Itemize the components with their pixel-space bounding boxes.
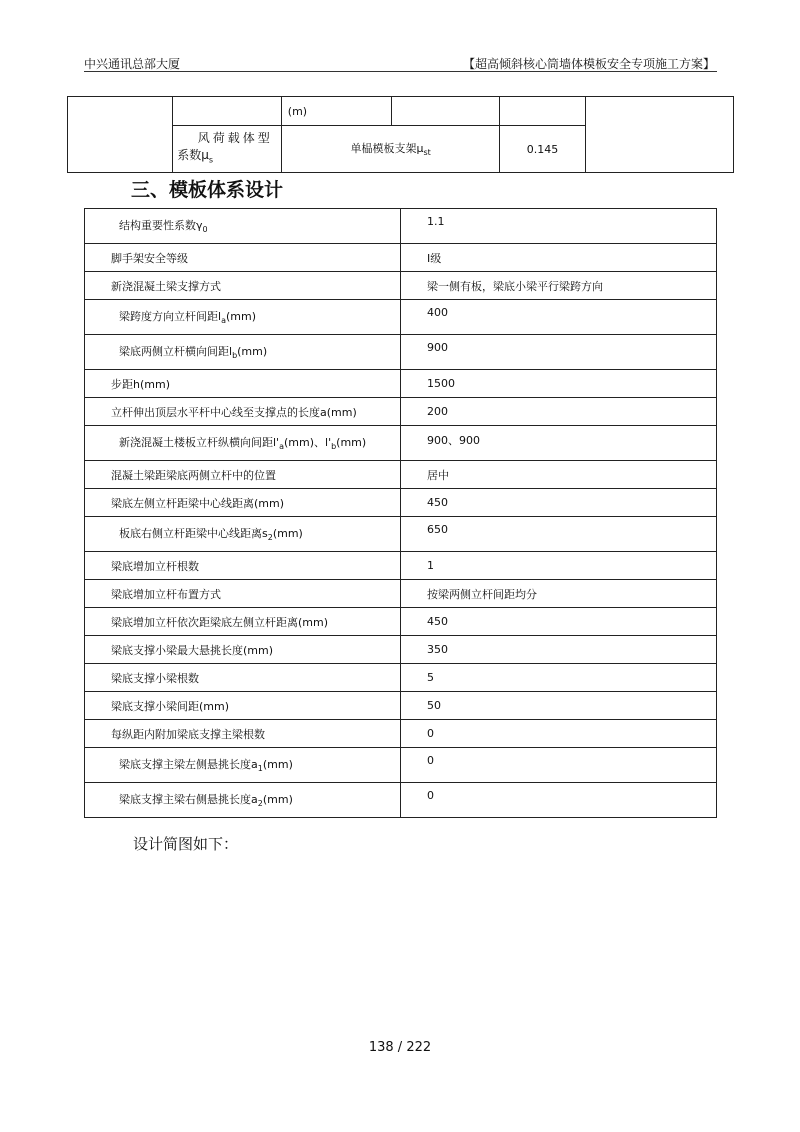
unit-text: (m)	[287, 104, 308, 118]
parameter-value: 450	[401, 608, 717, 636]
page-number: 138 / 222	[368, 1040, 432, 1055]
parameter-value: 1	[401, 552, 717, 580]
parameter-value: 450	[401, 489, 717, 517]
parameter-label: 梁底增加立杆布置方式	[85, 580, 401, 608]
parameter-value: 5	[401, 664, 717, 692]
table-cell	[585, 97, 733, 173]
table-cell	[68, 97, 173, 173]
parameter-value: 200	[401, 398, 717, 426]
parameter-label: 新浇混凝土楼板立杆纵横向间距$l'_a(mm)$、$l'_b(mm)$	[85, 426, 401, 461]
parameter-value: 0	[401, 748, 717, 783]
table-row	[85, 426, 717, 461]
wind-load-value: 0.145	[500, 126, 585, 173]
table-row	[85, 398, 717, 426]
table-row	[85, 370, 717, 398]
parameter-label: 板底右侧立杆距梁中心线距离$s_2(mm)$	[85, 517, 401, 552]
diagram-caption: 设计简图如下：	[133, 835, 239, 853]
header-rule	[84, 71, 717, 72]
parameter-label: 梁跨度方向立杆间距$l_a(mm)$	[85, 300, 401, 335]
parameter-label: 步距h(mm)	[85, 370, 401, 398]
parameter-label: 混凝土梁距梁底两侧立杆中的位置	[85, 461, 401, 489]
parameter-value: 350	[401, 636, 717, 664]
parameter-value: 梁一侧有板，梁底小梁平行梁跨方向	[401, 272, 717, 300]
parameter-value: 650	[401, 517, 717, 552]
table-row	[85, 608, 717, 636]
wind-load-label: 风荷载体型 系数$\mu_s$	[173, 126, 282, 173]
table-row	[85, 461, 717, 489]
parameter-label: 梁底支撑主梁左侧悬挑长度$a_1(mm)$	[85, 748, 401, 783]
header-project-name: 中兴通讯总部大厦	[84, 57, 181, 71]
parameter-value: 居中	[401, 461, 717, 489]
table-row	[85, 209, 717, 244]
header-document-title: 【超高倾斜核心筒墙体模板安全专项施工方案】	[462, 57, 715, 71]
parameter-value: 400	[401, 300, 717, 335]
parameter-value: 900	[401, 335, 717, 370]
parameter-label: 脚手架安全等级	[85, 244, 401, 272]
table-row	[85, 664, 717, 692]
parameter-value: 900、900	[401, 426, 717, 461]
table-row	[85, 489, 717, 517]
parameter-label: 结构重要性系数$\gamma_0$	[85, 209, 401, 244]
table-row	[85, 244, 717, 272]
parameter-label: 梁底支撑小梁根数	[85, 664, 401, 692]
table-cell	[173, 97, 282, 126]
parameter-value: 0	[401, 720, 717, 748]
table-cell	[392, 97, 500, 126]
table-row	[85, 272, 717, 300]
parameter-label: 立杆伸出顶层水平杆中心线至支撑点的长度a(mm)	[85, 398, 401, 426]
unit-cell	[281, 97, 392, 126]
table-row	[85, 748, 717, 783]
table-row	[85, 300, 717, 335]
parameter-label: 梁底增加立杆根数	[85, 552, 401, 580]
parameter-value: Ⅰ级	[401, 244, 717, 272]
parameter-label: 每纵距内附加梁底支撑主梁根数	[85, 720, 401, 748]
table-row	[85, 580, 717, 608]
table-row	[85, 636, 717, 664]
parameter-value: 50	[401, 692, 717, 720]
table-row	[85, 692, 717, 720]
table-row	[85, 517, 717, 552]
parameter-value: 1500	[401, 370, 717, 398]
parameter-label: 梁底支撑小梁间距(mm)	[85, 692, 401, 720]
table-row	[85, 783, 717, 818]
table-row	[85, 720, 717, 748]
parameter-value: 按梁两侧立杆间距均分	[401, 580, 717, 608]
parameter-label: 梁底支撑小梁最大悬挑长度(mm)	[85, 636, 401, 664]
wind-load-item: 单榀模板支架$\mu_{st}$	[281, 126, 500, 173]
parameter-label: 梁底两侧立杆横向间距$l_b(mm)$	[85, 335, 401, 370]
parameter-label: 梁底增加立杆依次距梁底左侧立杆距离(mm)	[85, 608, 401, 636]
table-row	[68, 97, 734, 126]
formwork-parameter-table	[84, 208, 717, 818]
parameter-label: 梁底左侧立杆距梁中心线距离(mm)	[85, 489, 401, 517]
parameter-value: 0	[401, 783, 717, 818]
parameter-value: 1.1	[401, 209, 717, 244]
section-title: 三、模板体系设计	[131, 179, 284, 201]
table-cell	[500, 97, 585, 126]
table-row	[85, 335, 717, 370]
parameter-label: 新浇混凝土梁支撑方式	[85, 272, 401, 300]
parameter-label: 梁底支撑主梁右侧悬挑长度$a_2(mm)$	[85, 783, 401, 818]
table-row	[85, 552, 717, 580]
continued-table	[67, 96, 734, 173]
